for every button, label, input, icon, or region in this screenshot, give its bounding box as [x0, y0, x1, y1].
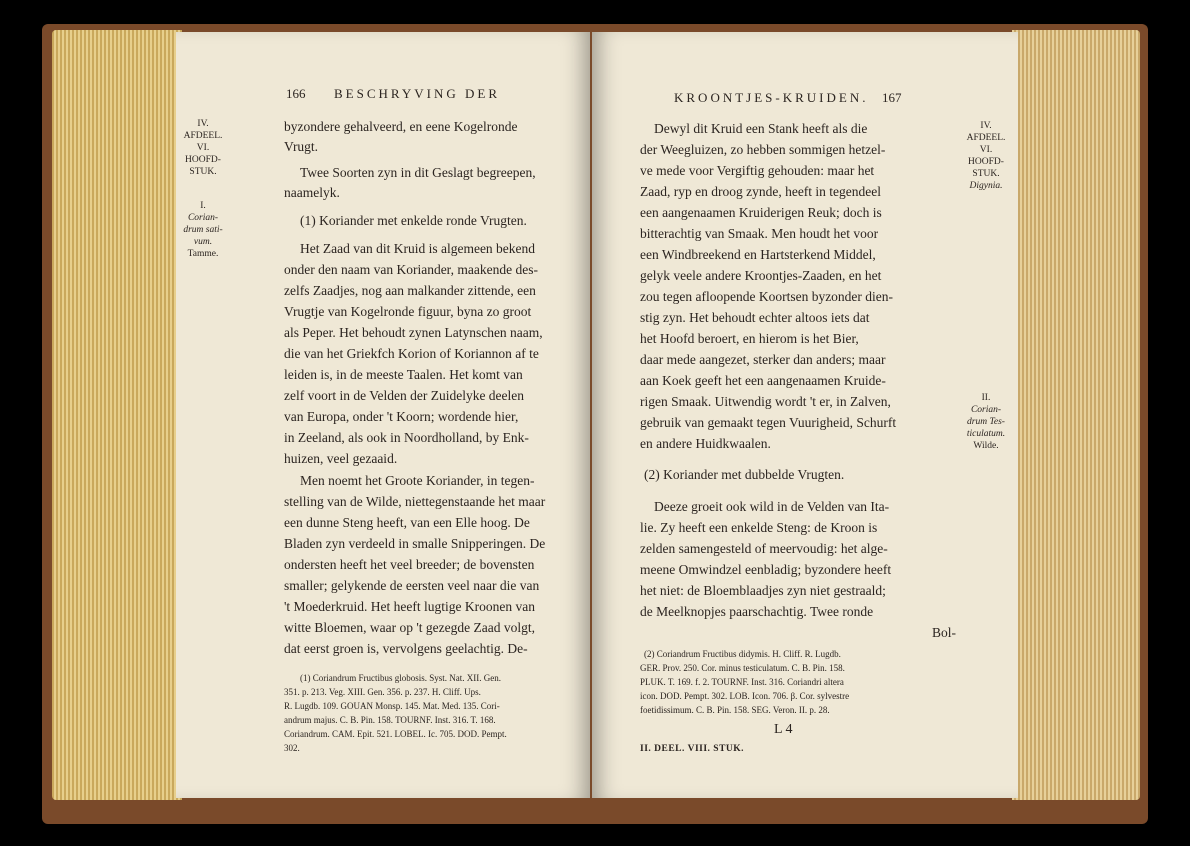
margin-note-section: IV. AFDEEL. VI. HOOFD- STUK. — [183, 119, 223, 177]
margin-note-species: II. Corian- drum Tes- ticulatum. Wilde. — [966, 393, 1006, 451]
signature-mark: L 4 — [774, 722, 793, 737]
right-page: KROONTJES-KRUIDEN. 167 IV. AFDEEL. VI. HOOFD- STUK. Digynia. II. Corian- drum Tes- ticulatum. Wilde. Dewyl dit Kruid een Stank heeft als die der Weegluizen, zo hebben sommigen hetzel- ve mede voor Vergiftig gehouden: maar het Zaad, ryp en droog zynde, heeft in tegendeel een aangenaamen Kruiderigen Reuk; doch is bitterachtig van Smaak. Men houdt het voor een Windbreekend en Hartsterkend Middel, gelyk veele andere Kroontjes-Zaaden, en het zou tegen afloopende Koortsen byzonder dien- stig zyn. Het behoudt echter altoos iets dat het Hoofd beroert, en hierom is het Bier, daar mede aangezet, sterker dan anders; maar aan Koek geeft het een aangenaamen Kruide- rigen Smaak. Uitwendig wordt 't er, in Zalven, gebruik van gemaakt tegen Vuurigheid, Schurft en andere Huidkwaalen. (2) Koriander met dubbelde Vrugten. Deeze groeit ook wild in de Velden van Ita- lie. Zy heeft een enkelde Steng: de Kroon is zelden samengesteld of meervoudig: het alge- meene Omwindzel eenbladig; byzondere heeft het niet: de Bloemblaadjes zyn niet gestraald; de Meelknopjes paarschachtig. Twee ronde Bol- (2) Coriandrum Fructibus didymis. H. Cliff. R. Lugdb. GER. Prov. 250. Cor. minus testiculatum. C. B. Pin. 158. PLUK. T. 169. f. 2. TOURNF. Inst. 316. Coriandri altera icon. DOD. Pempt. 302. LOB. Icon. 706. β. Cor. sylvestre foetidissimum. C. B. Pin. 158. SEG. Veron. II. p. 28. L 4 II. DEEL. VIII. STUK. — [592, 32, 1018, 798]
imprint: II. DEEL. VIII. STUK. — [640, 744, 745, 754]
left-page: 166 BESCHRYVING DER IV. AFDEEL. VI. HOOFD- STUK. I. Corian- drum sati- vum. Tamme. byzondere gehalveerd, en eene Kogelronde Vrugt. Twee Soorten zyn in dit Geslagt begreepen, naamelyk. (1) Koriander met enkelde ronde Vrugten. Het Zaad van dit Kruid is algemeen bekend onder den naam van Koriander, maakende des- zelfs Zaadjes, nog aan malkander zittende, een Vrugtje van Kogelronde figuur, byna zo groot als Peper. Het behoudt zynen Latynschen naam, die van het Griekfch Korion of Koriannon af te leiden is, in de meeste Taalen. Het komt van zelf voort in de Velden der Zuidelyke deelen van Europa, onder 't Koorn; wordende hier, in Zeeland, als ook in Noordholland, by Enk- huizen, veel gezaaid. Men noemt het Groote Koriander, in tegen- stelling van de Wilde, niettegenstaande het maar een dunne Steng heeft, van een Elle hoog. De Bladen zyn verdeeld in smalle Snipperingen. De ondersten heeft het veel breeder; de bovensten smaller; gelykende de eersten veel naar die van 't Moederkruid. Het heeft lugtige Kroonen van witte Bloemen, waar op 't gezegde Zaad volgt, dat eerst groen is, vervolgens geelachtig. De- (1) Coriandrum Fructibus globosis. Syst. Nat. XII. Gen. 351. p. 213. Veg. XIII. Gen. 356. p. 237. H. Cliff. Ups. R. Lugdb. 109. GOUAN Monsp. 145. Mat. Med. 135. Cori- andrum majus. C. B. Pin. 158. TOURNF. Inst. 316. T. 168. Coriandrum. CAM. Epit. 521. LOBEL. Ic. 705. DOD. Pempt. 302. — [176, 32, 590, 798]
page-number: 166 — [286, 86, 306, 101]
margin-note-section: IV. AFDEEL. VI. HOOFD- STUK. Digynia. — [966, 121, 1006, 191]
margin-note-species: I. Corian- drum sati- vum. Tamme. — [183, 201, 223, 259]
page-edges-right — [1012, 30, 1140, 800]
page-number: 167 — [882, 90, 902, 105]
running-head: KROONTJES-KRUIDEN. — [674, 90, 869, 105]
species-heading-1: (1) Koriander met enkelde ronde Vrugten. — [300, 213, 527, 228]
running-head: BESCHRYVING DER — [334, 86, 500, 101]
page-edges-left — [52, 30, 182, 800]
species-heading-2: (2) Koriander met dubbelde Vrugten. — [644, 467, 845, 482]
